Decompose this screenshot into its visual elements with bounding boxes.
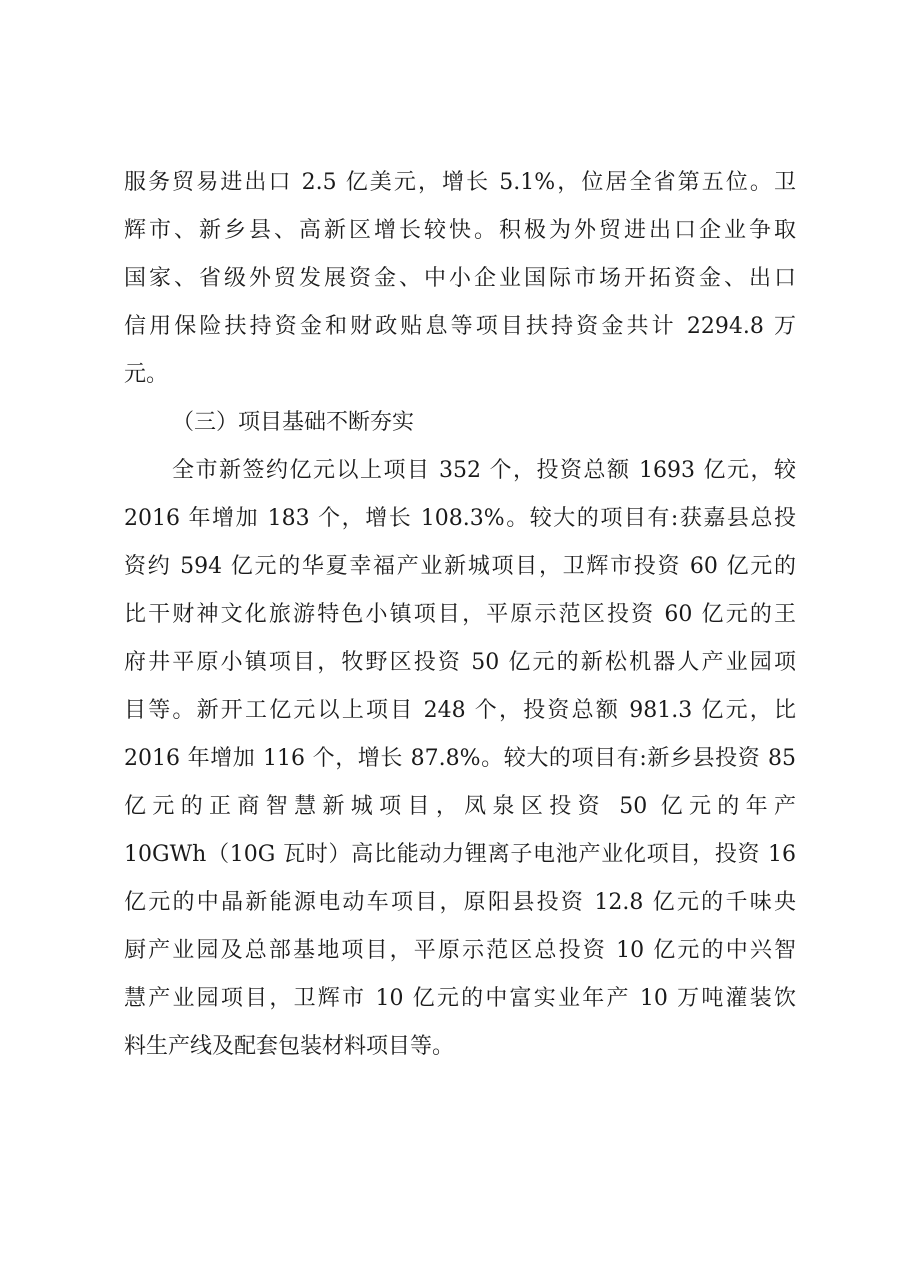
- paragraph-2-line-5: 府井平原小镇项目，牧野区投资 50 亿元的新松机器人产业园项: [124, 650, 796, 675]
- paragraph-2-line-1: 全市新签约亿元以上项目 352 个，投资总额 1693 亿元，较: [172, 458, 796, 483]
- section-heading: （三）项目基础不断夯实: [172, 410, 415, 435]
- paragraph-2-line-11: 厨产业园及总部基地项目，平原示范区总投资 10 亿元的中兴智: [124, 938, 796, 963]
- paragraph-2-line-6: 目等。新开工亿元以上项目 248 个，投资总额 981.3 亿元，比: [124, 698, 796, 723]
- paragraph-2-line-13: 料生产线及配套包装材料项目等。: [124, 1034, 455, 1059]
- paragraph-2-line-12: 慧产业园项目，卫辉市 10 亿元的中富实业年产 10 万吨灌装饮: [124, 986, 796, 1011]
- paragraph-2-line-4: 比干财神文化旅游特色小镇项目，平原示范区投资 60 亿元的王: [124, 602, 796, 627]
- paragraph-1-line-5: 元。: [124, 362, 169, 387]
- paragraph-2-line-10: 亿元的中晶新能源电动车项目，原阳县投资 12.8 亿元的千味央: [124, 890, 796, 915]
- paragraph-2-line-3: 资约 594 亿元的华夏幸福产业新城项目，卫辉市投资 60 亿元的: [124, 554, 796, 579]
- paragraph-2-line-2: 2016 年增加 183 个，增长 108.3%。较大的项目有:获嘉县总投: [124, 506, 796, 531]
- paragraph-1-line-1: 服务贸易进出口 2.5 亿美元，增长 5.1%，位居全省第五位。卫: [124, 170, 796, 195]
- paragraph-1-line-3: 国家、省级外贸发展资金、中小企业国际市场开拓资金、出口: [124, 266, 796, 291]
- paragraph-1-line-2: 辉市、新乡县、高新区增长较快。积极为外贸进出口企业争取: [124, 218, 796, 243]
- paragraph-2-line-7: 2016 年增加 116 个，增长 87.8%。较大的项目有:新乡县投资 85: [124, 746, 796, 771]
- paragraph-2-line-9: 10GWh（10G 瓦时）高比能动力锂离子电池产业化项目，投资 16: [124, 842, 796, 867]
- paragraph-1-line-4: 信用保险扶持资金和财政贴息等项目扶持资金共计 2294.8 万: [124, 314, 796, 339]
- paragraph-2-line-8: 亿元的正商智慧新城项目，凤泉区投资 50 亿元的年产: [124, 794, 796, 819]
